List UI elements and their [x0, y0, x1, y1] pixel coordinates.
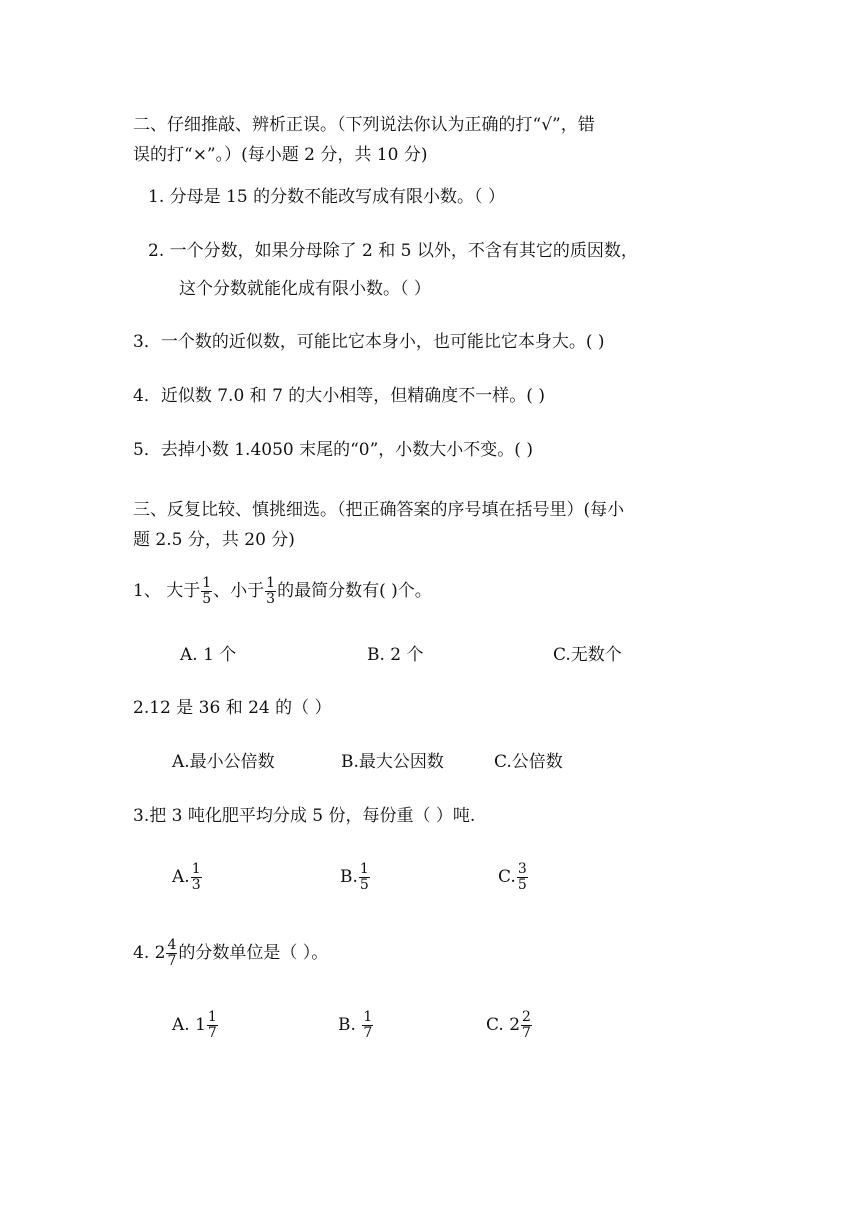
question-4-option-c — [486, 1008, 533, 1042]
fraction-denominator: 3 — [191, 877, 201, 893]
fraction-option-b — [359, 862, 370, 893]
question-4-suffix: 的分数单位是（ ）。 — [178, 943, 329, 963]
fraction-denominator: 7 — [363, 1025, 373, 1041]
option-label: B. — [338, 1015, 362, 1035]
question-2-option-c: C.公倍数 — [494, 752, 563, 772]
fraction-denominator: 5 — [202, 591, 212, 607]
question-3-option-a — [172, 860, 203, 894]
question-1-prefix: 1、 大于 — [133, 581, 201, 601]
fraction-one-third — [265, 576, 276, 607]
section2-item-3: 3．一个数的近似数，可能比它本身小，也可能比它本身大。( ) — [133, 332, 605, 352]
fraction-four-sevenths — [166, 938, 177, 969]
fraction-numerator: 1 — [363, 1009, 373, 1025]
section2-heading-line1: 二、仔细推敲、辨析正误。（下列说法你认为正确的打“√”，错 — [133, 115, 595, 135]
fraction-numerator: 4 — [167, 937, 177, 953]
question-1-mid: 、小于 — [213, 581, 265, 601]
fraction-option-c — [517, 862, 528, 893]
fraction-numerator: 2 — [522, 1009, 531, 1025]
fraction-numerator: 1 — [207, 1009, 217, 1025]
section2-item-4: 4．近似数 7.0 和 7 的大小相等，但精确度不一样。( ) — [133, 386, 545, 406]
fraction-numerator: 1 — [202, 575, 212, 591]
section2-heading-line2: 误的打“×”。）(每小题 2 分，共 10 分) — [133, 145, 428, 165]
option-label: C. — [498, 867, 516, 887]
fraction-denominator: 5 — [359, 877, 369, 893]
question-1-suffix: 的最简分数有( )个。 — [277, 581, 432, 601]
question-3-option-b — [340, 860, 371, 894]
question-1-option-a: A. 1 个 — [180, 645, 237, 665]
question-2: 2.12 是 36 和 24 的（ ） — [133, 698, 332, 718]
fraction-numerator: 1 — [191, 861, 201, 877]
question-1-option-b: B. 2 个 — [367, 645, 424, 665]
fraction-option-a — [191, 862, 202, 893]
fraction-denominator: 7 — [167, 953, 177, 969]
question-4-option-b — [338, 1008, 374, 1042]
question-3: 3.把 3 吨化肥平均分成 5 份，每份重（ ）吨. — [133, 806, 476, 826]
fraction-numerator: 3 — [517, 861, 527, 877]
question-1-option-c: C.无数个 — [553, 645, 622, 665]
fraction-one-fifth — [201, 576, 212, 607]
fraction-denominator: 5 — [517, 877, 527, 893]
fraction-option-b — [362, 1010, 373, 1041]
section2-item-1: 1. 分母是 15 的分数不能改写成有限小数。（ ） — [148, 187, 505, 207]
option-label: A. — [172, 867, 190, 887]
question-4-option-a — [172, 1008, 219, 1042]
fraction-option-a — [207, 1010, 218, 1041]
section2-item-2-line2: 这个分数就能化成有限小数。（ ） — [179, 279, 431, 299]
fraction-numerator: 1 — [359, 861, 369, 877]
option-label: B. — [340, 867, 358, 887]
question-4-prefix: 4. 2 — [133, 943, 166, 963]
question-4 — [133, 936, 328, 970]
fraction-option-c — [521, 1010, 532, 1041]
question-1 — [133, 576, 432, 607]
section2-item-5: 5．去掉小数 1.4050 末尾的“0”，小数大小不变。( ) — [133, 440, 533, 460]
fraction-numerator: 1 — [266, 575, 276, 591]
option-label: A. 1 — [172, 1015, 206, 1035]
section3-heading-line1: 三、反复比较、慎挑细选。（把正确答案的序号填在括号里）(每小 — [133, 500, 625, 520]
section3-heading-line2: 题 2.5 分，共 20 分) — [133, 530, 295, 550]
fraction-denominator: 3 — [266, 591, 276, 607]
question-2-option-b: B.最大公因数 — [341, 752, 444, 772]
question-3-option-c — [498, 860, 529, 894]
option-label: C. 2 — [486, 1015, 521, 1035]
question-2-option-a: A.最小公倍数 — [172, 752, 275, 772]
fraction-denominator: 7 — [522, 1025, 531, 1041]
section2-item-2-line1: 2. 一个分数，如果分母除了 2 和 5 以外，不含有其它的质因数， — [148, 241, 638, 261]
fraction-denominator: 7 — [207, 1025, 217, 1041]
